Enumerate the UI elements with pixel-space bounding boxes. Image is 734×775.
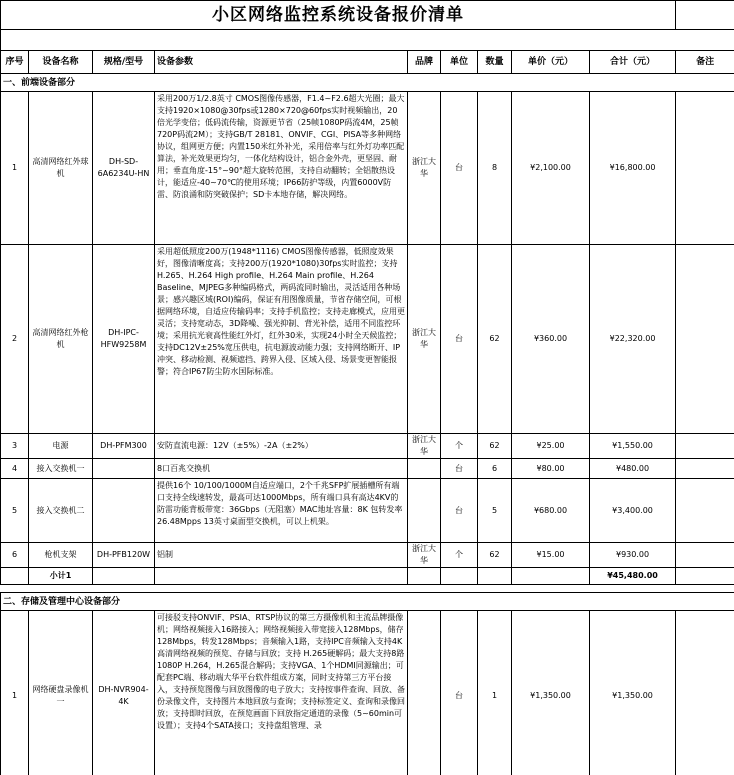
cell-no: 5 (1, 479, 29, 543)
blank-row (1, 30, 734, 51)
cell-brand (408, 479, 441, 543)
cell-total: ¥930.00 (590, 543, 676, 568)
cell-name: 枪机支架 (29, 543, 93, 568)
cell-no: 3 (1, 434, 29, 459)
cell-price: ¥680.00 (512, 479, 590, 543)
table-row (1, 611, 734, 775)
header-name: 设备名称 (29, 51, 93, 74)
header-unit: 单位 (441, 51, 478, 74)
cell-brand: 浙江大华 (408, 434, 441, 459)
cell-total: ¥1,550.00 (590, 434, 676, 459)
cell-model: DH-IPC-HFW9258M (93, 245, 155, 434)
cell-name: 高清网络红外枪机 (29, 245, 93, 434)
cell-name: 网络硬盘录像机一 (29, 611, 93, 775)
cell-total: ¥480.00 (590, 459, 676, 479)
cell-desc: 安防直流电源：12V（±5%）-2A（±2%） (155, 434, 408, 459)
cell-desc: 8口百兆交换机 (155, 459, 408, 479)
cell-total: ¥22,320.00 (590, 245, 676, 434)
cell-remark (676, 479, 734, 543)
cell-desc: 提供16个 10/100/1000M自适应端口，2个千兆SFP扩展插槽所有端口支持全线速转发，最高可达1000Mbps，所有端口具有高达4KV的防雷功能背板带宽：36Gbps（无阻塞）MAC地址容量：8K 包转发率 26.48Mpps 13英寸桌面型交换机，可以上机架。 (155, 479, 408, 543)
cell-remark (676, 543, 734, 568)
table-row (1, 245, 734, 434)
cell-remark (676, 459, 734, 479)
table-row (1, 459, 734, 479)
subtotal-row (1, 568, 734, 585)
cell-unit: 台 (441, 459, 478, 479)
cell-name: 高清网络红外球机 (29, 92, 93, 245)
cell-price: ¥15.00 (512, 543, 590, 568)
page-title: 小区网络监控系统设备报价清单 (1, 1, 676, 30)
title-row (1, 1, 734, 30)
cell-model: DH-SD-6A6234U-HN (93, 92, 155, 245)
table-row (1, 479, 734, 543)
cell-brand: 浙江大华 (408, 92, 441, 245)
cell-price: ¥360.00 (512, 245, 590, 434)
header-desc: 设备参数 (155, 51, 408, 74)
cell-price: ¥2,100.00 (512, 92, 590, 245)
cell-brand (408, 611, 441, 775)
cell-qty: 6 (478, 459, 512, 479)
cell-desc: 铝制 (155, 543, 408, 568)
header-total: 合计（元） (590, 51, 676, 74)
header-price: 单价（元） (512, 51, 590, 74)
cell-no: 2 (1, 245, 29, 434)
cell-qty: 62 (478, 543, 512, 568)
cell-unit: 个 (441, 543, 478, 568)
cell-qty: 1 (478, 611, 512, 775)
table-row (1, 92, 734, 245)
section-2-label: 二、存储及管理中心设备部分 (1, 593, 734, 611)
header-remark: 备注 (676, 51, 734, 74)
title-corner-cell (676, 1, 734, 30)
cell-brand (408, 459, 441, 479)
cell-price: ¥1,350.00 (512, 611, 590, 775)
cell-remark (676, 92, 734, 245)
cell-model: DH-PFB120W (93, 543, 155, 568)
subtotal-value: ¥45,480.00 (590, 568, 676, 585)
cell-name: 电源 (29, 434, 93, 459)
cell-no: 6 (1, 543, 29, 568)
cell-model (93, 459, 155, 479)
table-row (1, 543, 734, 568)
cell-remark (676, 611, 734, 775)
cell-model: DH-PFM300 (93, 434, 155, 459)
cell-price: ¥25.00 (512, 434, 590, 459)
cell-remark (676, 434, 734, 459)
cell-name: 接入交换机二 (29, 479, 93, 543)
cell-unit: 台 (441, 611, 478, 775)
cell-unit: 台 (441, 92, 478, 245)
cell-no: 1 (1, 611, 29, 775)
cell-qty: 8 (478, 92, 512, 245)
cell-qty: 5 (478, 479, 512, 543)
cell-total: ¥3,400.00 (590, 479, 676, 543)
cell-brand: 浙江大华 (408, 543, 441, 568)
cell-desc: 采用200万1/2.8英寸 CMOS图像传感器，F1.4~F2.6超大光圈；最大支持1920×1080@30fps或1280×720@60fps实时视频输出，20倍光学变倍；低码流传输，资源更节省（25帧1080P码流4M，25帧720P码流2M）；支持GB/T 28181、ONVIF、CGI、PISA等多种网络协议，组网更方便；内置150米红外补光，采用倍率与红外灯功率匹配算法，补光效果更均匀，一体化结构设计，铝合金外壳，更坚固、耐用；垂直角度-15°~90°超大旋转范围，支持自动翻转；全铝散热设计，能适应-40~70℃的使用环境；IP66防护等级，内置6000V防雷、防浪涌和防突破保护；SD卡本地存储，解决网络。 (155, 92, 408, 245)
header-no: 序号 (1, 51, 29, 74)
cell-name: 接入交换机一 (29, 459, 93, 479)
table-row (1, 434, 734, 459)
cell-remark (676, 245, 734, 434)
subtotal-label: 小计1 (29, 568, 93, 585)
header-brand: 品牌 (408, 51, 441, 74)
spacer-row (1, 585, 734, 593)
section-1-row (1, 74, 734, 92)
cell-unit: 个 (441, 434, 478, 459)
cell-qty: 62 (478, 245, 512, 434)
cell-unit: 台 (441, 479, 478, 543)
header-qty: 数量 (478, 51, 512, 74)
cell-price: ¥80.00 (512, 459, 590, 479)
cell-total: ¥1,350.00 (590, 611, 676, 775)
cell-model: DH-NVR904-4K (93, 611, 155, 775)
cell-model (93, 479, 155, 543)
cell-desc: 采用超低照度200万(1948*1116) CMOS图像传感器，低照度效果好，图像清晰度高；支持200万(1920*1080)30fps实时监控；支持H.265、H.264 High profile、H.264 Main profile、H.264 Baseline、MJPEG多种编码格式，两码流同时输出，灵活适用各种场景；感兴趣区域(ROI)编码，保证有用图像质量，节省存储空间，可根据网络环境，自适应传输码率；支持手机监控；支持走廊模式，应用更灵活；支持宽动态，3D降噪、强光抑制、背光补偿，适用不同监控环境；采用抗光衰高性能红外灯，红外30米，实现24小时全天候监控；支持DC12V±25%宽压供电，抗电源波动能力强；支持网络断开、IP冲突、移动检测、视频遮挡、跨界入侵、区域入侵、场景变更智能报警；符合IP67防尘防水国际标准。 (155, 245, 408, 434)
cell-qty: 62 (478, 434, 512, 459)
cell-unit: 台 (441, 245, 478, 434)
cell-brand: 浙江大华 (408, 245, 441, 434)
header-row (1, 51, 734, 74)
cell-total: ¥16,800.00 (590, 92, 676, 245)
cell-desc: 可接驳支持ONVIF、PSIA、RTSP协议的第三方摄像机和主流品牌摄像机；网络视频接入16路接入；网络视频接入带宽接入128Mbps，储存128Mbps，转发128Mbps；音频输入1路，支持IPC音频输入支持4K高清网络视频的预览、存储与回放；支持 H.265硬解码；最大支持8路1080P H.264，H.265混合解码；支持VGA、1个HDMI同源输出；可配套PC端、移动端大华平台软件组成方案，同时支持第三方平台接入，支持预览图像与回放图像的电子放大；支持按事件查询、回放、备份录像文件，支持图片本地回放与查询；支持标签定义、查询和录像回放；支持即时回放，在预览画面下回放指定通道的录像（5~60min可设置）；支持4个SATA接口；支持盘组管理、录 (155, 611, 408, 775)
cell-no: 4 (1, 459, 29, 479)
section-1-label: 一、前端设备部分 (1, 74, 734, 92)
header-model: 规格/型号 (93, 51, 155, 74)
cell-no: 1 (1, 92, 29, 245)
section-2-row (1, 593, 734, 611)
